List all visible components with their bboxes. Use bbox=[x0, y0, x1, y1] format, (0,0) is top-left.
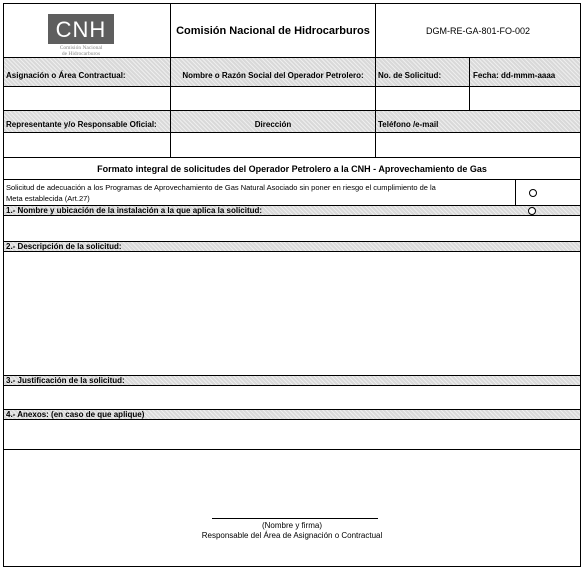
form-code: DGM-RE-GA-801-FO-002 bbox=[425, 26, 531, 36]
section-3-header bbox=[4, 376, 580, 386]
fecha-input[interactable] bbox=[469, 87, 580, 110]
form-title-row bbox=[4, 158, 580, 180]
cnh-logo bbox=[48, 14, 114, 44]
fields-row-1-labels bbox=[4, 58, 580, 87]
form-title: Formato integral de solicitudes del Operador Petrolero a la CNH - Aprovechamiento de Gas bbox=[97, 164, 487, 174]
section-3-title: 3.- Justificación de la solicitud: bbox=[6, 376, 125, 385]
label-fecha: Fecha: dd-mmm-aaaa bbox=[473, 71, 556, 80]
section-2-header bbox=[4, 242, 580, 252]
logo-cell bbox=[4, 4, 170, 57]
code-cell bbox=[375, 4, 580, 57]
section-1-title: 1.- Nombre y ubicación de la instalación a la que aplica la solicitud: bbox=[6, 206, 263, 215]
request-option-line1: Solicitud de adecuación a los Programas de Aprovechamiento de Gas Natural Asociado sin poner en riesgo el cumplimiento de la bbox=[6, 183, 436, 192]
request-option-line2: Meta establecida (Art.27) bbox=[6, 194, 90, 203]
direccion-input[interactable] bbox=[170, 133, 375, 157]
section-1-content[interactable] bbox=[4, 216, 580, 242]
request-option-row bbox=[4, 180, 580, 206]
gas-request-form bbox=[3, 3, 581, 567]
asignacion-input[interactable] bbox=[4, 87, 170, 110]
label-direccion: Dirección bbox=[254, 120, 292, 129]
section-4-content[interactable] bbox=[4, 420, 580, 450]
signature-area bbox=[4, 450, 580, 566]
section-4-header bbox=[4, 410, 580, 420]
label-asignacion: Asignación o Área Contractual: bbox=[6, 71, 126, 80]
label-representante: Representante y/o Responsable Oficial: bbox=[6, 120, 157, 129]
request-option-radio-cell[interactable] bbox=[515, 180, 580, 205]
signature-line[interactable] bbox=[212, 518, 378, 519]
signature-name-label: (Nombre y firma) bbox=[261, 521, 322, 530]
request-option-text bbox=[4, 180, 515, 205]
section-1-radio[interactable] bbox=[528, 207, 536, 215]
label-telefono: Teléfono /e-mail bbox=[378, 120, 439, 129]
fields-row-2-labels bbox=[4, 111, 580, 133]
telefono-input[interactable] bbox=[375, 133, 580, 157]
section-1-header bbox=[4, 206, 580, 216]
agency-title: Comisión Nacional de Hidrocarburos bbox=[176, 25, 370, 37]
form-header bbox=[4, 4, 580, 58]
logo-subtitle-2: de Hidrocarburos bbox=[61, 51, 101, 57]
section-3-content[interactable] bbox=[4, 386, 580, 410]
logo-subtitle-1: Comisión Nacional bbox=[59, 45, 103, 51]
section-2-content[interactable] bbox=[4, 252, 580, 376]
no-solicitud-input[interactable] bbox=[375, 87, 469, 110]
signature-role-label: Responsable del Área de Asignación o Contractual bbox=[201, 531, 383, 540]
request-option-radio[interactable] bbox=[529, 189, 537, 197]
fields-row-2-inputs bbox=[4, 133, 580, 158]
nombre-operador-input[interactable] bbox=[170, 87, 375, 110]
logo-text: CNH bbox=[55, 17, 107, 42]
fields-row-1-inputs bbox=[4, 87, 580, 111]
section-4-title: 4.- Anexos: (en caso de que aplique) bbox=[6, 410, 145, 419]
representante-input[interactable] bbox=[4, 133, 170, 157]
label-nombre-operador: Nombre o Razón Social del Operador Petrolero: bbox=[182, 71, 364, 80]
label-no-solicitud: No. de Solicitud: bbox=[378, 71, 442, 80]
title-cell bbox=[170, 4, 375, 57]
section-2-title: 2.- Descripción de la solicitud: bbox=[6, 242, 122, 251]
